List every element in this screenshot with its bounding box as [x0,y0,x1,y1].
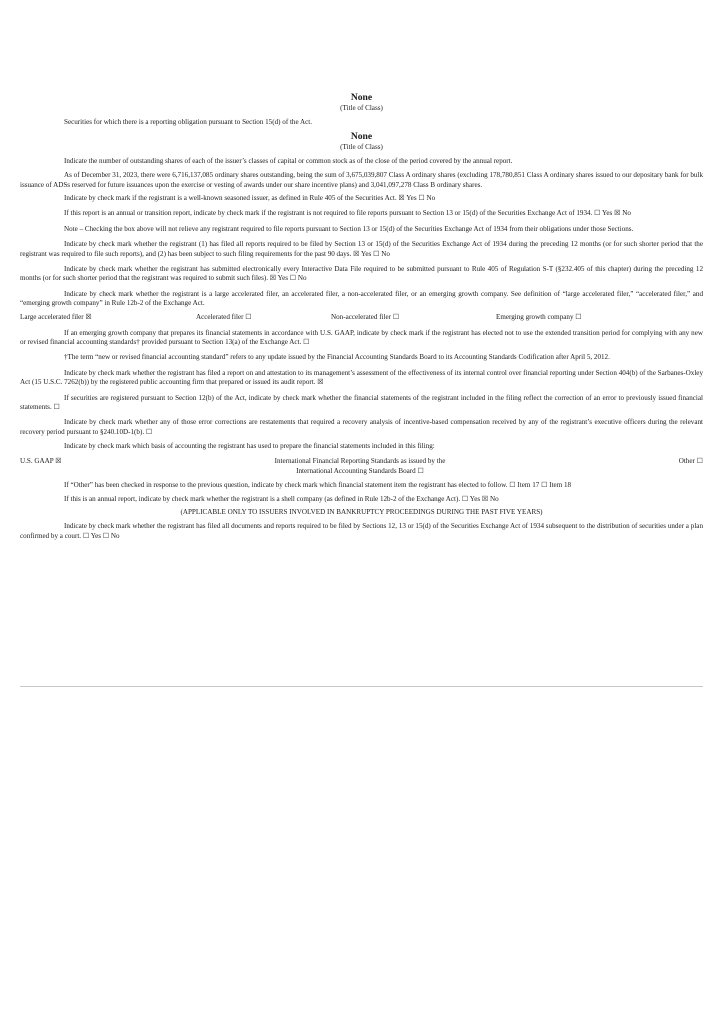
ifrs-option-line1: International Financial Reporting Standards as issued by the [274,457,446,466]
internal-control-text: Indicate by check mark whether the registrant has filed a report on and attestation to its management’s assessment of the effectiveness of its internal control over financial reporting under Section 404(b) of the Sarbanes-Oxley Act (15 U.S.C. 7262(b)) by the registered public accounting firm that prepared or issued its audit report. ☒ [20,368,703,387]
filer-status-text: Indicate by check mark whether the registrant is a large accelerated filer, an accelerated filer, a non-accelerated filer, or an emerging growth company. See definition of “large accelerated filer,” “accelerated filer,” and “emerging growth company” in Rule 12b-2 of the Exchange Act. [20,289,703,308]
outstanding-shares-intro: Indicate the number of outstanding shares of each of the issuer’s classes of capital or common stock as of the close of the period covered by the annual report. [64,157,513,166]
filer-options-row [20,313,703,323]
note-text: Note – Checking the box above will not relieve any registrant required to file reports pursuant to Section 13 or 15(d) of the Securities Exchange Act of 1934 from their obligations under those Sections. [64,224,634,233]
interactive-data-text: Indicate by check mark whether the registrant has submitted electronically every Interactive Data File required to be submitted pursuant to Rule 405 of Regulation S-T (§232.405 of this chapter) during the preceding 12 months (or for such shorter period that the registrant was required to submit such files). ☒ Yes ☐ No [20,264,703,283]
other-basis-option: Other ☐ [678,457,703,466]
basis-of-accounting-intro: Indicate by check mark which basis of accounting the registrant has used to prepare the financial statements included in this filing: [64,441,435,450]
ifrs-option-line2: International Accounting Standards Board ☐ [296,466,424,475]
class-title-2: None [350,131,373,143]
restatements-text: Indicate by check mark whether any of those error corrections are restatements that required a recovery analysis of incentive-based compensation received by any of the registrant’s executive officers during the relevant recovery period pursuant to §240.10D-1(b). ☐ [20,418,703,437]
outstanding-shares-detail: As of December 31, 2023, there were 6,716,137,085 ordinary shares outstanding, being the sum of 3,675,039,807 Class A ordinary shares (excluding 178,780,851 Class A ordinary shares issued to our depositary bank for bulk issuance of ADSs reserved for future issuances upon the exercise or vesting of awards under our share incentive plans) and 3,041,097,278 Class B ordinary shares. [20,170,703,189]
emerging-growth-text: If an emerging growth company that prepares its financial statements in accordance with U.S. GAAP, indicate by check mark if the registrant has elected not to use the extended transition period for complying with any new or revised financial accounting standards† provided pursuant to Section 13(a) of the Exchange Act. ☐ [20,328,703,347]
non-accelerated-filer-option: Non-accelerated filer ☐ [331,313,400,322]
wksi-checkbox-text: Indicate by check mark if the registrant is a well-known seasoned issuer, as defined in Rule 405 of the Securities Act. ☒ Yes ☐ No [64,194,436,203]
us-gaap-option: U.S. GAAP ☒ [20,457,62,466]
footnote-term-text: †The term “new or revised financial accounting standard” refers to any update issued by the Financial Accounting Standards Board to its Accounting Standards Codification after April 5, 2012. [64,353,610,362]
accelerated-filer-option: Accelerated filer ☐ [196,313,252,322]
emerging-growth-option: Emerging growth company ☐ [496,313,582,322]
class-title-1-caption: (Title of Class) [340,104,383,112]
other-item-text: If “Other” has been checked in response to the previous question, indicate by check mark which financial statement item the registrant has elected to follow. ☐ Item 17 ☐ Item 18 [64,481,572,490]
form-cover-page [20,92,703,542]
annual-report-checkbox-text: If this report is an annual or transition report, indicate by check mark if the registrant is not required to file reports pursuant to Section 13 or 15(d) of the Securities Exchange Act of 1934. ☐ Yes ☒ No [64,209,631,218]
class-title-2-caption: (Title of Class) [340,143,383,152]
shell-company-text: If this is an annual report, indicate by check mark whether the registrant is a shell company (as defined in Rule 12b-2 of the Exchange Act). ☐ Yes ☒ No [64,494,499,503]
error-correction-text: If securities are registered pursuant to Section 12(b) of the Act, indicate by check mark whether the financial statements of the registrant included in the filing reflect the correction of an error to previously issued financial statements. ☐ [20,393,703,412]
page-divider [20,686,703,687]
filed-all-reports-text: Indicate by check mark whether the registrant (1) has filed all reports required to be filed by Section 13 or 15(d) of the Securities Exchange Act of 1934 during the preceding 12 months (or for such shorter period that the registrant was required to file such reports), and (2) has been subject to such filing requirements for the past 90 days. ☒ Yes ☐ No [20,239,703,258]
class-title-1: None [350,92,373,103]
bankruptcy-heading: (APPLICABLE ONLY TO ISSUERS INVOLVED IN BANKRUPTCY PROCEEDINGS DURING THE PAST FIVE YEARS) [180,508,543,517]
basis-options-row [20,457,703,477]
bankruptcy-text: Indicate by check mark whether the registrant has filed all documents and reports required to be filed by Sections 12, 13 or 15(d) of the Securities Exchange Act of 1934 subsequent to the distribution of securities under a plan confirmed by a court. ☐ Yes ☐ No [20,522,703,540]
section-15d-text: Securities for which there is a reporting obligation pursuant to Section 15(d) of the Act. [64,117,313,126]
large-accelerated-filer-option: Large accelerated filer ☒ [20,313,92,322]
ifrs-option [240,457,480,476]
